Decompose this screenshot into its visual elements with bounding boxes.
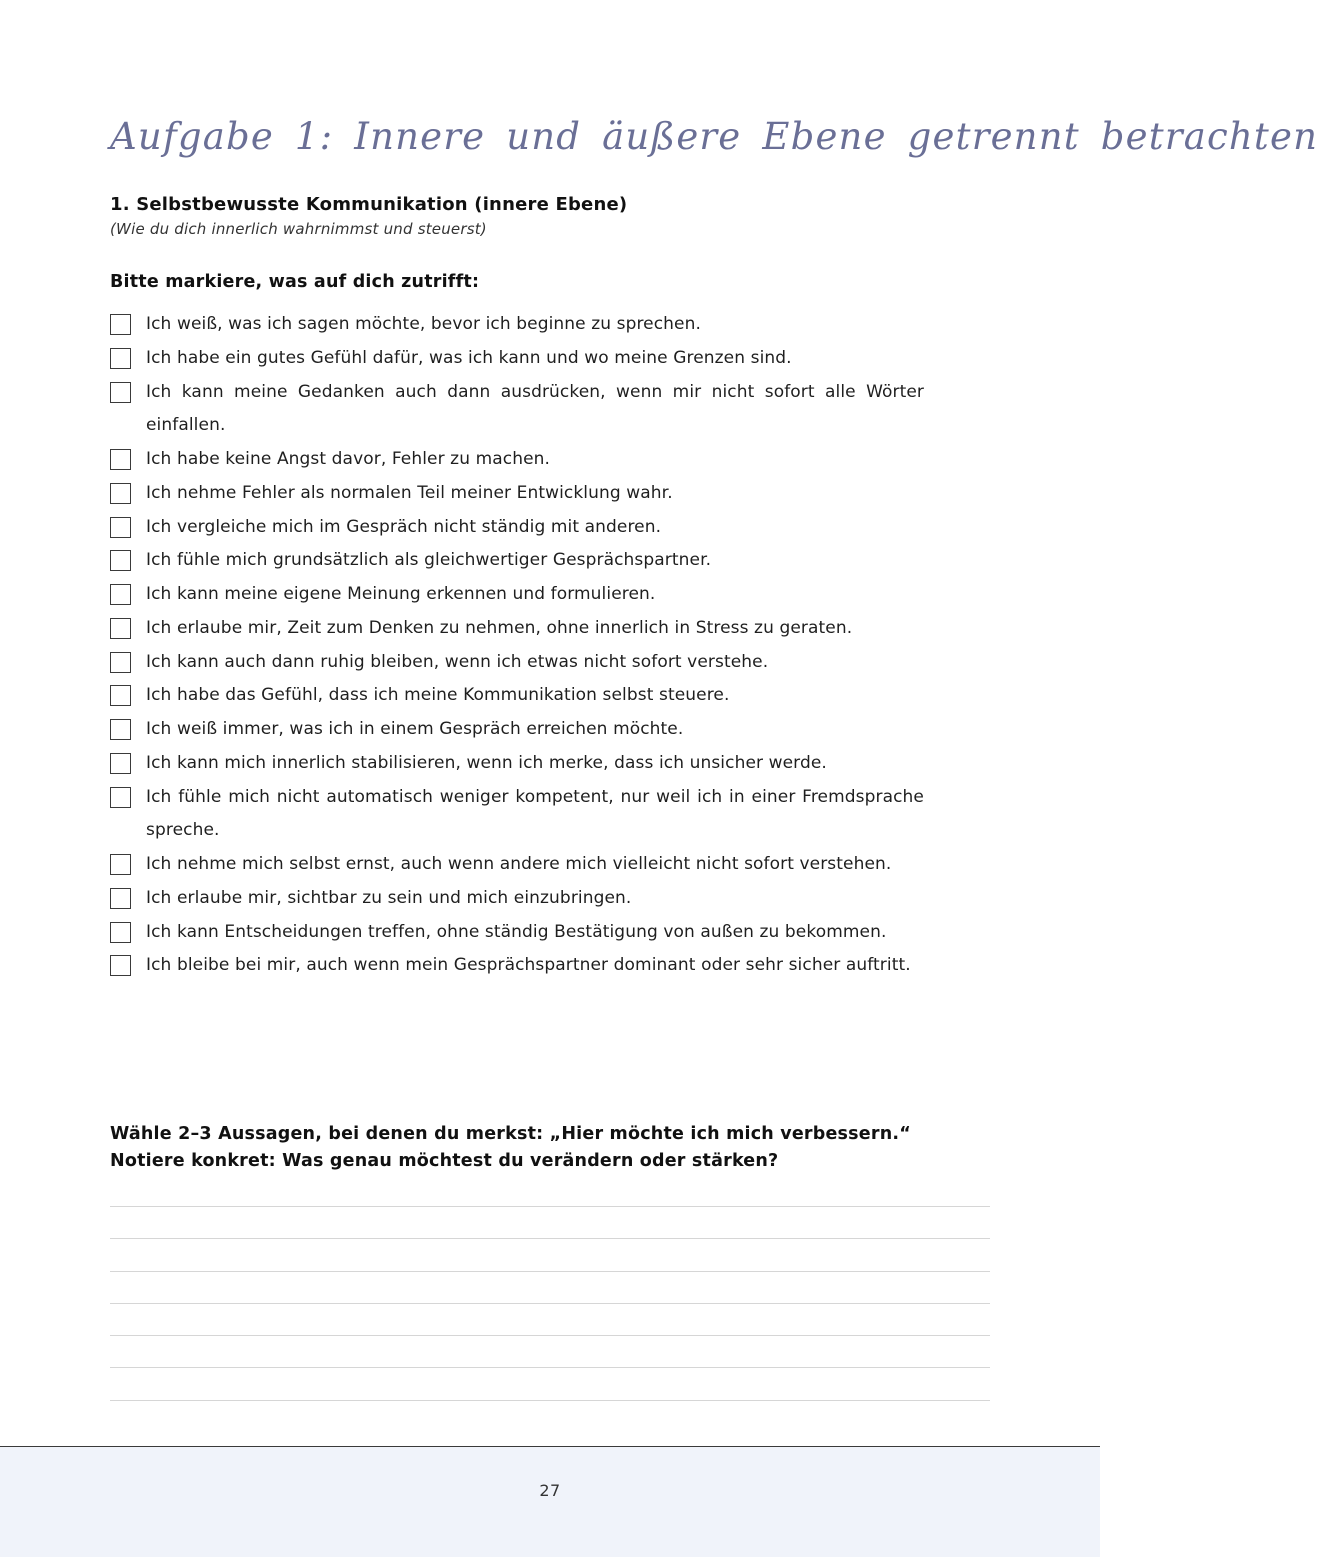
checklist-item-label: Ich fühle mich nicht automatisch weniger kompetent, nur weil ich in einer Fremdsprache spreche. — [146, 786, 924, 841]
checkbox[interactable] — [110, 685, 131, 706]
checklist-item-label: Ich habe keine Angst davor, Fehler zu machen. — [146, 449, 551, 469]
writing-line[interactable] — [110, 1206, 990, 1238]
checkbox[interactable] — [110, 888, 131, 909]
checkbox[interactable] — [110, 719, 131, 740]
checklist-item-label: Ich erlaube mir, sichtbar zu sein und mich einzubringen. — [146, 887, 632, 908]
checklist-item — [110, 544, 924, 578]
checkbox[interactable] — [110, 618, 131, 639]
checklist-item-label: Ich vergleiche mich im Gespräch nicht ständig mit anderen. — [146, 516, 662, 537]
checklist-item — [110, 342, 924, 376]
checklist-item — [110, 578, 924, 612]
checkbox[interactable] — [110, 348, 131, 369]
checkbox[interactable] — [110, 382, 131, 403]
checkbox[interactable] — [110, 550, 131, 571]
checklist-item — [110, 713, 924, 747]
checkbox[interactable] — [110, 787, 131, 808]
checkbox[interactable] — [110, 955, 131, 976]
task-instruction — [110, 1121, 911, 1175]
checkbox[interactable] — [110, 584, 131, 605]
checklist-item-label: Ich bleibe bei mir, auch wenn mein Gesprächspartner dominant oder sehr sicher auftritt. — [146, 955, 911, 976]
writing-line[interactable] — [110, 1271, 990, 1303]
checkbox[interactable] — [110, 517, 131, 538]
checklist-item-label: Ich weiß, was ich sagen möchte, bevor ich beginne zu sprechen. — [146, 314, 701, 334]
writing-line[interactable] — [110, 1303, 990, 1335]
writing-area — [110, 1206, 990, 1432]
checkbox[interactable] — [110, 652, 131, 673]
section-heading: 1. Selbstbewusste Kommunikation (innere Ebene) — [110, 194, 628, 215]
checkbox[interactable] — [110, 753, 131, 774]
checklist-item-label: Ich kann auch dann ruhig bleiben, wenn ich etwas nicht sofort verstehe. — [146, 651, 769, 672]
page-footer — [0, 1446, 1100, 1557]
checklist-item-label: Ich nehme Fehler als normalen Teil meiner Entwicklung wahr. — [146, 482, 673, 503]
checklist-item-label: Ich kann meine eigene Meinung erkennen und formulieren. — [146, 584, 656, 604]
checkbox[interactable] — [110, 854, 131, 875]
section-subtitle: (Wie du dich innerlich wahrnimmst und steuerst) — [110, 220, 487, 238]
checklist-item — [110, 916, 924, 950]
checkbox[interactable] — [110, 314, 131, 335]
checklist-item-label: Ich fühle mich grundsätzlich als gleichwertiger Gesprächspartner. — [146, 550, 712, 571]
writing-line[interactable] — [110, 1335, 990, 1367]
checklist-item — [110, 848, 924, 882]
checklist-item — [110, 679, 924, 713]
checklist-item — [110, 477, 924, 511]
checklist-item — [110, 612, 924, 646]
checklist — [110, 308, 924, 983]
checklist-item — [110, 646, 924, 680]
writing-line[interactable] — [110, 1238, 990, 1270]
page-number: 27 — [539, 1481, 561, 1500]
checklist-item — [110, 308, 924, 342]
checklist-item-label: Ich habe ein gutes Gefühl dafür, was ich kann und wo meine Grenzen sind. — [146, 347, 792, 368]
checkbox[interactable] — [110, 449, 131, 470]
checklist-item-label: Ich weiß immer, was ich in einem Gespräch erreichen möchte. — [146, 719, 684, 739]
writing-line[interactable] — [110, 1367, 990, 1399]
checklist-item — [110, 443, 924, 477]
checklist-item-label: Ich nehme mich selbst ernst, auch wenn andere mich vielleicht nicht sofort verstehen. — [146, 854, 892, 874]
checklist-item-label: Ich habe das Gefühl, dass ich meine Kommunikation selbst steuere. — [146, 685, 730, 706]
checklist-item — [110, 882, 924, 916]
checklist-item-label: Ich kann meine Gedanken auch dann ausdrücken, wenn mir nicht sofort alle Wörter einfallen. — [146, 381, 924, 436]
checklist-item-label: Ich kann Entscheidungen treffen, ohne ständig Bestätigung von außen zu bekommen. — [146, 921, 887, 942]
checklist-item — [110, 747, 924, 781]
task-line-2: Notiere konkret: Was genau möchtest du verändern oder stärken? — [110, 1151, 779, 1171]
checkbox[interactable] — [110, 922, 131, 943]
writing-line[interactable] — [110, 1400, 990, 1432]
checklist-item — [110, 949, 924, 983]
page-title: Aufgabe 1: Innere und äußere Ebene getrennt betrachten — [110, 115, 1318, 158]
checklist-item — [110, 376, 924, 444]
checklist-item-label: Ich erlaube mir, Zeit zum Denken zu nehmen, ohne innerlich in Stress zu geraten. — [146, 617, 853, 638]
task-line-1: Wähle 2–3 Aussagen, bei denen du merkst: „Hier möchte ich mich verbessern.“ — [110, 1124, 911, 1144]
checklist-item — [110, 781, 924, 849]
checkbox[interactable] — [110, 483, 131, 504]
checklist-item-label: Ich kann mich innerlich stabilisieren, wenn ich merke, dass ich unsicher werde. — [146, 752, 827, 773]
checklist-item — [110, 511, 924, 545]
instruction-text: Bitte markiere, was auf dich zutrifft: — [110, 272, 480, 292]
